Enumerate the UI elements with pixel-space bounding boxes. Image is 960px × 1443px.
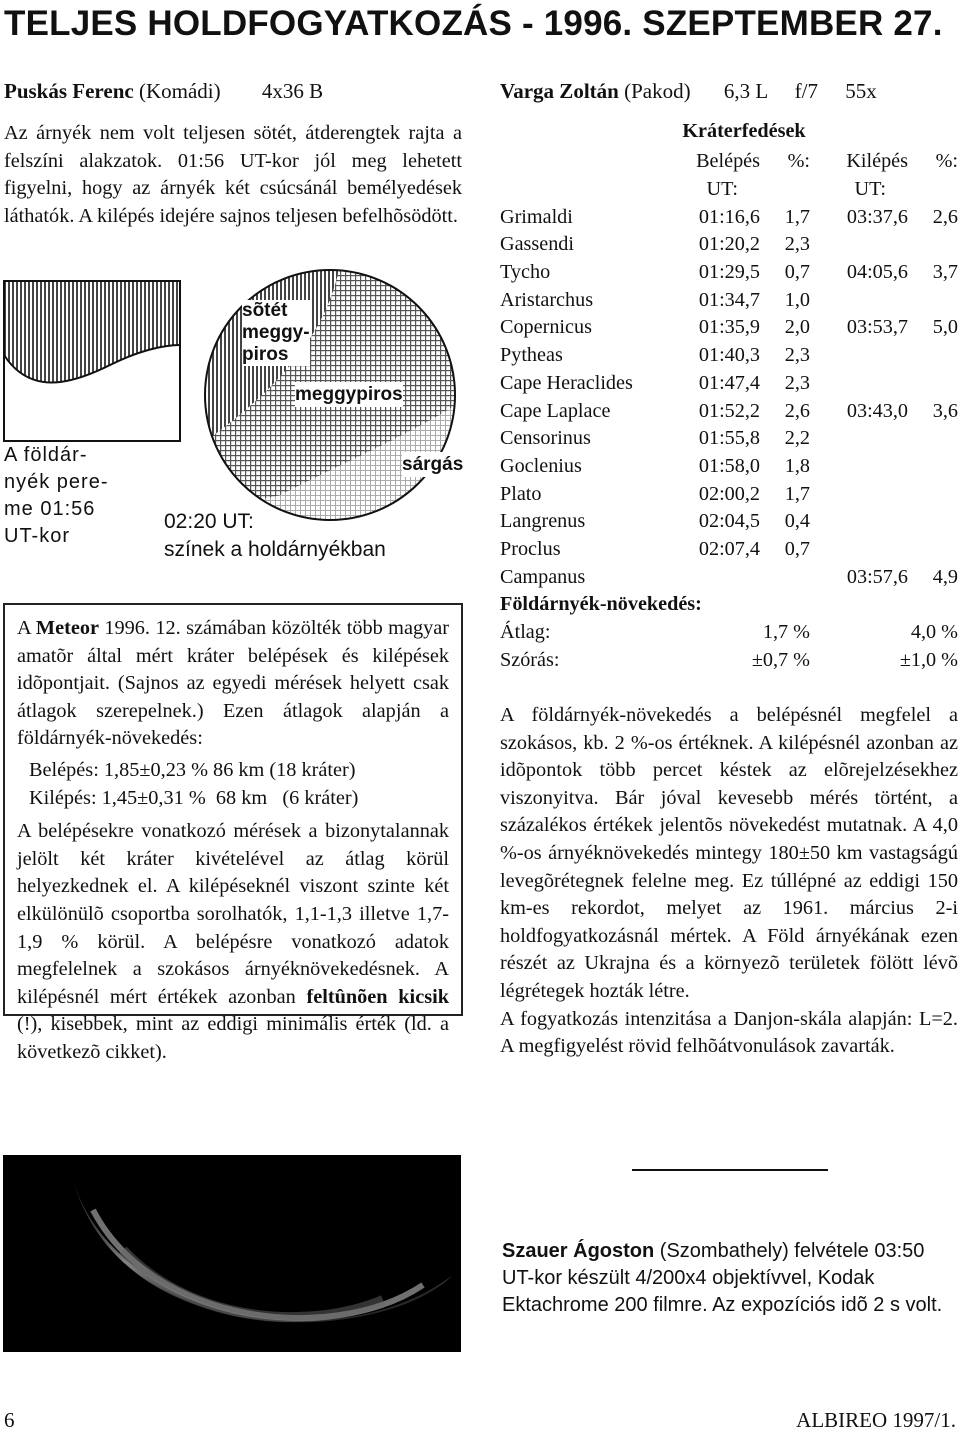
entry-time: 01:35,9 — [698, 316, 760, 339]
entry-time: 01:55,8 — [698, 427, 760, 450]
crater-name: Plato — [500, 482, 542, 505]
observer-instrument: 6,3 L — [723, 79, 768, 103]
meteor-body: A belépésekre vonatkozó mérések a bizonytalannak jelölt két kráter kivételével az átlag körül helyezkednek el. A kilépéseknél viszont szinte két elkülönülõ csoportba sorolhatók, 1,1-1,3 illetve 1,7-1,9 % körül. A belépésre vonatkozó adatok megfelelnek a szokásos árnyéknövekedésnek. A kilépésnél mért értékek azonban feltûnõen kicsik (!), kisebbek, mint az eddigi minimális érték (ld. a következõ cikket). — [17, 820, 450, 1063]
left-observer-header — [4, 79, 323, 104]
crater-name: Aristarchus — [500, 288, 594, 311]
exit-time — [810, 370, 908, 398]
entry-percent: 0,4 — [784, 510, 810, 533]
entry-time: 01:58,0 — [698, 454, 760, 477]
observer-name: Varga Zoltán — [500, 79, 619, 103]
entry-percent: 0,7 — [784, 537, 810, 560]
entry-time: 02:00,2 — [698, 482, 760, 505]
observer-name: Puskás Ferenc — [4, 79, 134, 103]
exit-percent: 4,9 — [932, 565, 958, 588]
entry-percent: 1,7 — [784, 205, 810, 228]
entry-time — [660, 563, 760, 591]
exit-time — [810, 480, 908, 508]
diagram-caption: 02:20 UT: színek a holdárnyékban — [164, 510, 386, 561]
moon-photo-image — [3, 1155, 461, 1352]
crater-table — [500, 148, 958, 674]
exit-time — [810, 231, 908, 259]
entry-time: 01:40,3 — [698, 344, 760, 367]
entry-percent: 2,3 — [784, 344, 810, 367]
exit-percent: 5,0 — [932, 316, 958, 339]
crater-name: Cape Heraclides — [500, 371, 633, 394]
exit-percent: 3,7 — [932, 261, 958, 284]
exit-time — [810, 536, 908, 564]
crater-row — [500, 536, 958, 564]
exit-time — [810, 508, 908, 536]
zone-mid-label: meggypiros — [295, 384, 403, 405]
exit-time — [810, 286, 908, 314]
entry-time: 02:04,5 — [698, 510, 760, 533]
right-paragraph-2: A fogyatkozás intenzitása a Danjon-skála alapján: L=2. A megfigyelést rövid felhõátvonulások zavarták. — [500, 1007, 958, 1058]
exit-percent — [908, 370, 958, 398]
exit-percent: 2,6 — [932, 205, 958, 228]
entry-percent — [760, 563, 810, 591]
entry-percent: 1,0 — [784, 288, 810, 311]
exit-time — [810, 453, 908, 481]
crater-name: Pytheas — [500, 344, 563, 367]
crater-row — [500, 231, 958, 259]
moon-photo — [3, 1155, 461, 1352]
crater-name: Proclus — [500, 537, 561, 560]
crater-row — [500, 314, 958, 342]
crater-row — [500, 259, 958, 287]
observer-instrument: 4x36 B — [261, 79, 324, 103]
crater-row — [500, 453, 958, 481]
zone-dark-label: sõtét meggy- piros — [242, 300, 310, 365]
exit-time — [810, 425, 908, 453]
entry-time: 01:47,4 — [698, 371, 760, 394]
growth-title-row: Földárnyék-növekedés: — [500, 593, 702, 616]
crater-row — [500, 480, 958, 508]
exit-time: 04:05,6 — [846, 261, 908, 284]
deviation-row: Szórás: ±0,7 % ±1,0 % — [500, 648, 958, 671]
crater-table-header: Belépés %: Kilépés %: — [696, 150, 958, 173]
entry-time: 01:29,5 — [698, 261, 760, 284]
meteor-entry-line: Belépés: 1,85±0,23 % 86 km (18 kráter) — [29, 758, 356, 781]
crater-row — [500, 370, 958, 398]
right-text — [500, 702, 958, 1061]
crater-name: Goclenius — [500, 454, 582, 477]
entry-percent: 2,0 — [784, 316, 810, 339]
exit-percent — [908, 231, 958, 259]
entry-percent: 1,8 — [784, 454, 810, 477]
entry-percent: 1,7 — [784, 482, 810, 505]
crater-row — [500, 342, 958, 370]
exit-time — [810, 342, 908, 370]
exit-percent — [908, 286, 958, 314]
entry-percent: 2,3 — [784, 371, 810, 394]
entry-time: 01:34,7 — [698, 288, 760, 311]
crater-name: Censorinus — [500, 427, 591, 450]
crater-row — [500, 508, 958, 536]
photo-author: Szauer Ágoston — [502, 1240, 655, 1262]
crater-row — [500, 203, 958, 231]
shadow-edge-label: A földár- nyék pere- me 01:56 UT-kor — [4, 444, 109, 547]
page-number: 6 — [4, 1408, 15, 1432]
exit-percent — [908, 453, 958, 481]
crater-name: Cape Laplace — [500, 399, 611, 422]
observer-ratio: f/7 — [794, 79, 818, 103]
page-title: TELJES HOLDFOGYATKOZÁS - 1996. SZEPTEMBER 27. — [4, 4, 943, 43]
crater-table-title: Kráterfedések — [682, 120, 806, 142]
crater-name: Gassendi — [500, 233, 575, 256]
exit-percent — [908, 536, 958, 564]
zone-yellow-label: sárgás — [402, 454, 464, 475]
crater-name: Copernicus — [500, 316, 592, 339]
exit-percent: 3,6 — [932, 399, 958, 422]
observer-location: (Pakod) — [624, 79, 691, 103]
entry-time: 01:52,2 — [698, 399, 760, 422]
meteor-box — [3, 603, 463, 1063]
average-row: Átlag: 1,7 % 4,0 % — [500, 621, 958, 644]
exit-time: 03:43,0 — [846, 399, 908, 422]
exit-time: 03:53,7 — [846, 316, 908, 339]
crater-row — [500, 397, 958, 425]
observer-location: (Komádi) — [138, 79, 221, 103]
crater-name: Langrenus — [500, 510, 586, 533]
exit-percent — [908, 425, 958, 453]
crater-row — [500, 563, 958, 591]
entry-time: 01:16,6 — [698, 205, 760, 228]
meteor-intro: A Meteor 1996. 12. számában közölték több magyar amatõr által mért kráter belépések és kilépések idõpontjait. (Sajnos az egyedi mérések helyett csak átlagok szerepelnek.) Ezen átlagok alapján a földárnyék-növekedés: — [17, 617, 449, 750]
entry-time: 01:20,2 — [698, 233, 760, 256]
crater-table-subheader: UT: UT: — [706, 178, 886, 201]
exit-time: 03:57,6 — [846, 565, 908, 588]
exit-percent — [908, 342, 958, 370]
right-paragraph-1: A földárnyék-növekedés a belépésnél megfelel a szokásos, kb. 2 %-os értéknek. A kilépésnél azonban az idõpontok több percet késtek az elõrejelzésekhez viszonyitva. Bár jóval kevesebb mérés történt, a százalékos értékek jelentõs növekedést mutatnak. A 4,0 %-os árnyéknövekedés mintegy 180±50 km vastagságú levegõrétegnek felelne meg. Ez túllépné az eddigi 150 km-es rekordot, melyet az 1961. március 2-i holdfogyatkozásnál mértek. A Föld árnyékának ezen részét az Ukrajna és a környezõ területek fölött lévõ légrétegek hozták létre. — [500, 704, 958, 1002]
left-observer-text: Az árnyék nem volt teljesen sötét, átderengtek rajta a felszíni alakzatok. 01:56 UT-kor jól meg lehetett figyelni, hogy az árnyék két csúcsánál bemélyedések láthatók. A kilépés idejére sajnos teljesen befelhõsödött. — [4, 122, 462, 227]
entry-percent: 0,7 — [784, 261, 810, 284]
crater-row — [500, 286, 958, 314]
exit-time: 03:37,6 — [846, 205, 908, 228]
observer-magnification: 55x — [845, 79, 877, 103]
entry-percent: 2,2 — [784, 427, 810, 450]
exit-percent — [908, 480, 958, 508]
entry-percent: 2,3 — [784, 233, 810, 256]
separator-line — [632, 1169, 828, 1171]
crater-name: Grimaldi — [500, 205, 573, 228]
journal-name: ALBIREO 1997/1. — [796, 1408, 956, 1432]
photo-caption: Szauer Ágoston (Szombathely) felvétele 03:50 UT-kor készült 4/200x4 objektívvel, Kodak Ektachrome 200 filmre. Az expozíciós idõ 2 s volt. — [502, 1240, 943, 1316]
crater-name: Tycho — [500, 261, 551, 284]
exit-percent — [908, 508, 958, 536]
crater-table-block — [500, 120, 958, 674]
entry-percent: 2,6 — [784, 399, 810, 422]
meteor-exit-line: Kilépés: 1,45±0,31 % 68 km (6 kráter) — [29, 786, 359, 809]
right-observer-header — [500, 79, 877, 104]
crater-name: Campanus — [500, 565, 586, 588]
entry-time: 02:07,4 — [698, 537, 760, 560]
crater-row — [500, 425, 958, 453]
